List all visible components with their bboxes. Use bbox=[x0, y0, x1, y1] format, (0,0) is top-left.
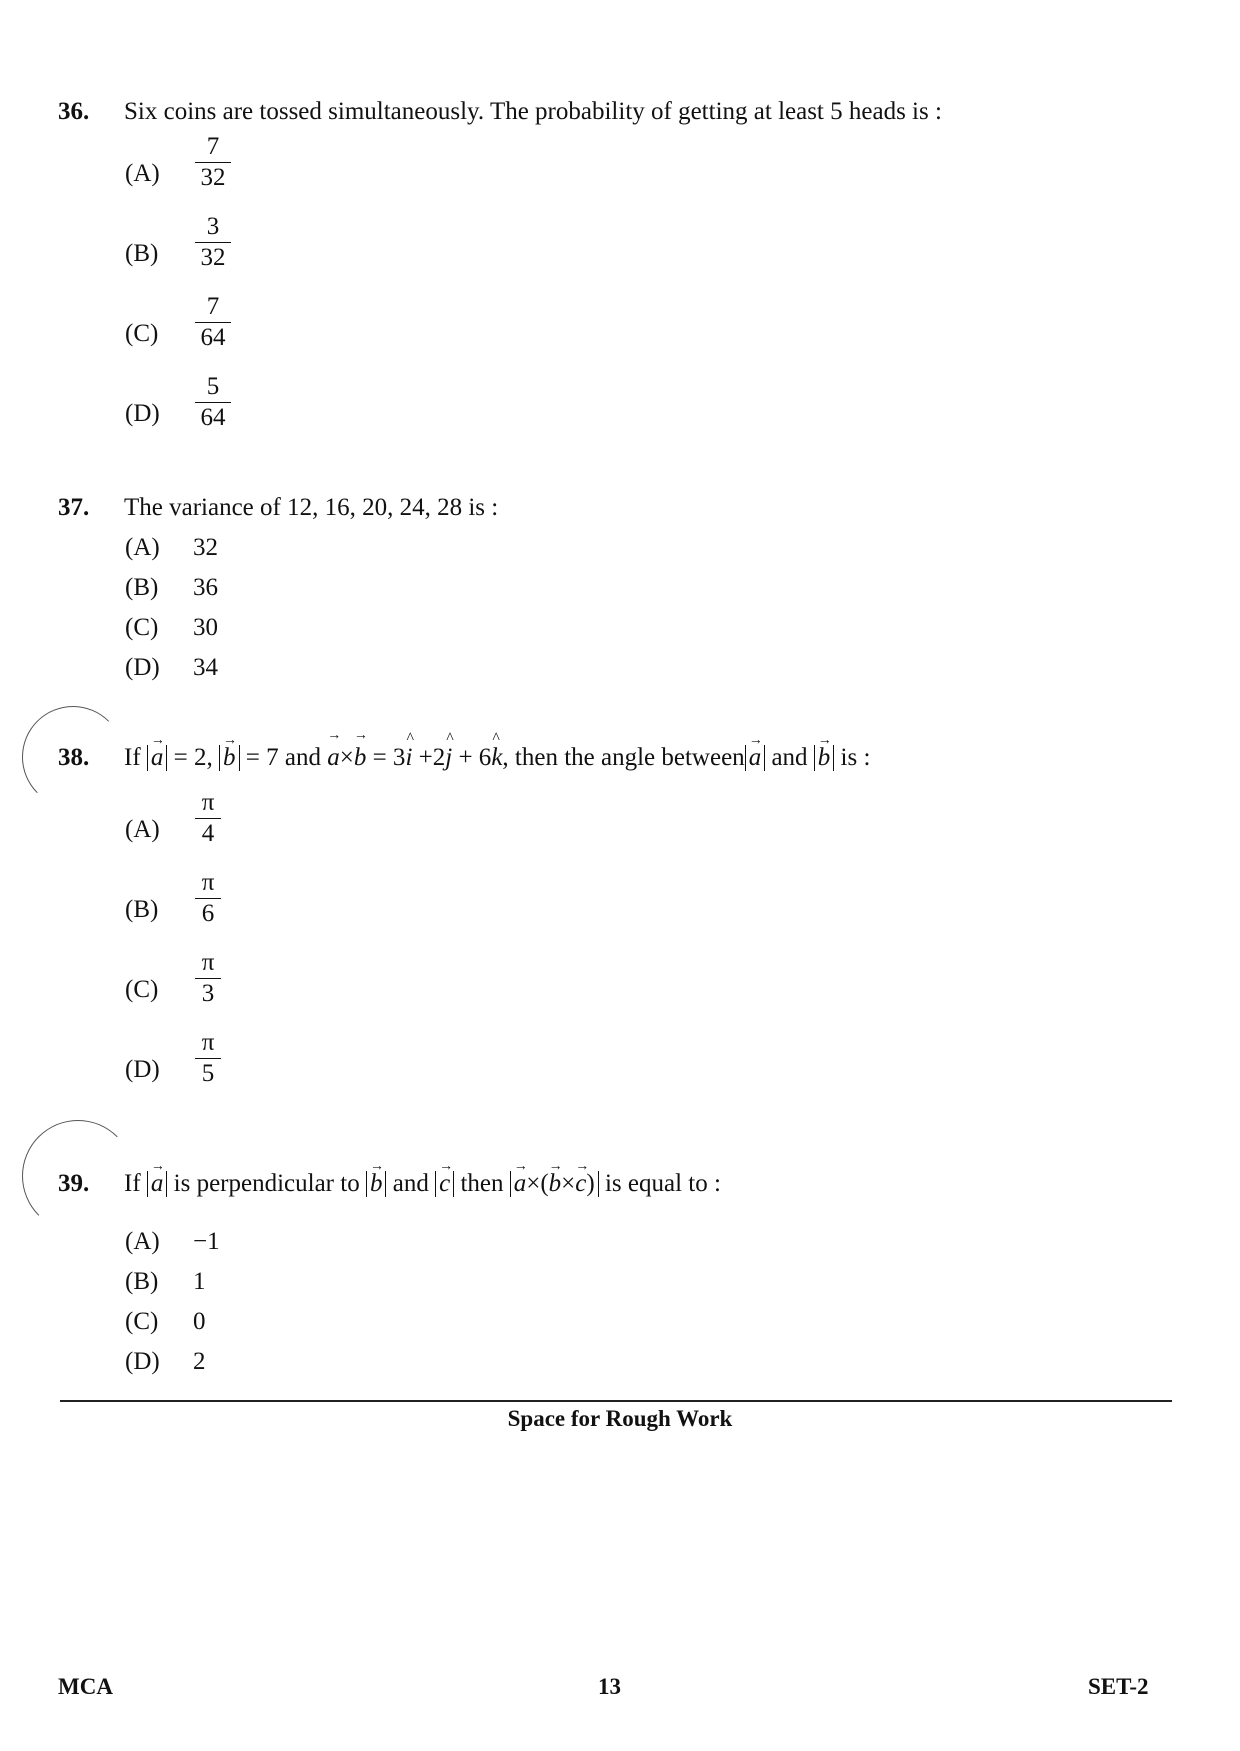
question-text: Six coins are tossed simultaneously. The probability of getting at least 5 heads is : bbox=[124, 98, 942, 125]
fraction: $\frac{\pi}{6}$ bbox=[195, 868, 221, 929]
option-label: (C) bbox=[125, 614, 159, 641]
fraction: $\frac{\pi}{5}$ bbox=[195, 1028, 221, 1089]
question-text: The variance of 12, 16, 20, 24, 28 is : bbox=[124, 494, 499, 521]
question-number: 39. bbox=[58, 1170, 90, 1197]
question-number: 37. bbox=[58, 494, 90, 521]
fraction: $\frac{\pi}{3}$ bbox=[195, 948, 221, 1009]
question-text: If → a = 2, → b = 7 and → a×→ b = 3^ i +2^ j + 6^ k, then the angle between→ a and → b is : bbox=[124, 744, 870, 772]
option-value: 0 bbox=[193, 1308, 206, 1335]
footer-left: MCA bbox=[58, 1674, 113, 1699]
option-value: 32 bbox=[193, 534, 218, 561]
fraction: $\frac{3}{32}$ bbox=[195, 212, 231, 273]
divider-line bbox=[60, 1400, 1172, 1402]
option-label: (C) bbox=[125, 1308, 159, 1335]
option-value: 2 bbox=[193, 1348, 206, 1375]
fraction: $\frac{7}{64}$ bbox=[195, 292, 231, 353]
option-label: (B) bbox=[125, 896, 159, 923]
fraction: $\frac{5}{64}$ bbox=[195, 372, 231, 433]
option-label: (C) bbox=[125, 976, 159, 1003]
option-label: (A) bbox=[125, 816, 160, 843]
option-label: (A) bbox=[125, 1228, 160, 1255]
option-label: (C) bbox=[125, 320, 159, 347]
page-number: 13 bbox=[598, 1674, 621, 1699]
fraction: $\frac{7}{32}$ bbox=[195, 132, 231, 193]
option-label: (B) bbox=[125, 574, 159, 601]
option-value: 36 bbox=[193, 574, 218, 601]
option-label: (A) bbox=[125, 534, 160, 561]
option-label: (B) bbox=[125, 240, 159, 267]
question-text: If → a is perpendicular to → b and → c then → a×(→ b×→ c) is equal to : bbox=[124, 1170, 721, 1198]
option-value: 1 bbox=[193, 1268, 206, 1295]
option-label: (B) bbox=[125, 1268, 159, 1295]
option-label: (D) bbox=[125, 1056, 160, 1083]
question-number: 38. bbox=[58, 744, 90, 771]
option-label: (D) bbox=[125, 400, 160, 427]
option-value: 30 bbox=[193, 614, 218, 641]
option-value: −1 bbox=[193, 1228, 220, 1255]
fraction: $\frac{\pi}{4}$ bbox=[195, 788, 221, 849]
option-label: (D) bbox=[125, 1348, 160, 1375]
question-number: 36. bbox=[58, 98, 90, 125]
rough-work-heading: Space for Rough Work bbox=[507, 1406, 733, 1431]
option-label: (A) bbox=[125, 160, 160, 187]
option-value: 34 bbox=[193, 654, 218, 681]
option-label: (D) bbox=[125, 654, 160, 681]
footer-right: SET-2 bbox=[1088, 1674, 1149, 1699]
